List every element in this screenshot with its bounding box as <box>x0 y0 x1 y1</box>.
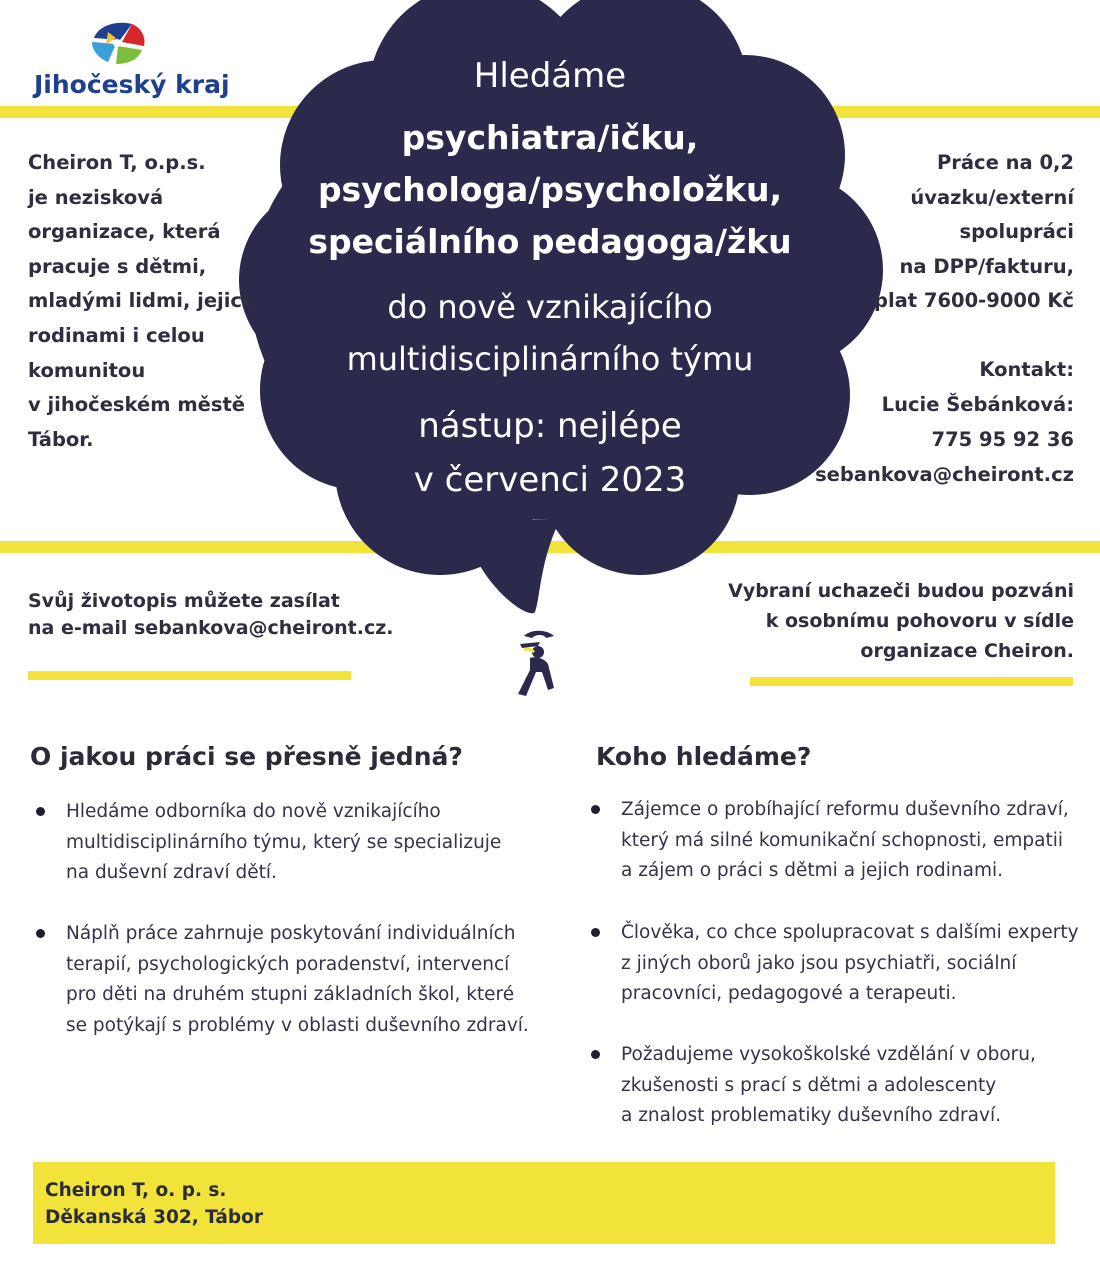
headline-position-3: speciálního pedagoga/žku <box>308 222 792 261</box>
headline-start-1: nástup: nejlépe <box>418 406 682 446</box>
list-item-line: pracovníci, pedagogové a terapeuti. <box>621 983 957 1004</box>
contact-heading: Kontakt: <box>979 358 1074 381</box>
list-item-line: multidisciplinárního týmu, který se specializuje <box>66 831 502 853</box>
bullet-dot-icon <box>36 929 45 938</box>
list-item-line: který má silné komunikační schopnosti, empatii <box>621 829 1064 851</box>
list-item-line: na duševní zdraví dětí. <box>66 862 277 883</box>
list-item-line: Náplň práce zahrnuje poskytování individuálních <box>66 923 516 944</box>
headline-intro: Hledáme <box>473 56 627 96</box>
work-conditions <box>874 146 1074 319</box>
list-item-line: Požadujeme vysokoškolské vzdělání v oboru, <box>621 1044 1036 1065</box>
cheiron-figure-icon <box>510 628 562 698</box>
list-item <box>66 919 529 1041</box>
list-item <box>621 918 1079 1010</box>
headline-subtitle-1: do nově vznikajícího <box>387 288 713 326</box>
list-item-line: Hledáme odborníka do nově vznikajícího <box>66 801 441 822</box>
intro-line: v jihočeském městě <box>28 393 246 417</box>
cv-note-line: Svůj životopis můžete zasílat <box>28 590 340 612</box>
footer-org-name: Cheiron T, o. p. s. <box>45 1180 227 1201</box>
bullet-dot-icon <box>36 807 45 816</box>
list-item-line: pro děti na druhém stupni základních škol, které <box>66 984 515 1005</box>
footer-address <box>45 1177 263 1231</box>
work-line: plat 7600-9000 Kč <box>873 289 1074 313</box>
intro-line: komunitou <box>28 358 146 382</box>
contact-email[interactable]: sebankova@cheiront.cz <box>815 463 1074 486</box>
intro-line: rodinami i celou <box>28 323 205 347</box>
work-line: spolupráci <box>959 220 1074 244</box>
intro-line: organizace, která <box>28 220 221 244</box>
interview-note <box>728 576 1074 666</box>
footer-street: Děkanská 302, Tábor <box>45 1207 263 1228</box>
contact-block <box>815 352 1074 492</box>
list-item-line: a znalost problematiky duševního zdraví. <box>621 1105 1001 1126</box>
list-item-line: terapií, psychologických poradenství, intervencí <box>66 953 510 975</box>
cv-note <box>28 588 394 642</box>
list-item-line: a zájem o práci s dětmi a jejich rodinami. <box>621 860 1004 881</box>
work-line: na DPP/fakturu, <box>899 254 1074 278</box>
bullet-dot-icon <box>591 928 600 937</box>
bullet-dot-icon <box>591 805 600 814</box>
intro-line: pracuje s dětmi, <box>28 254 207 278</box>
section-heading-job: O jakou práci se přesně jedná? <box>30 742 463 771</box>
work-line: Práce na 0,2 <box>936 151 1074 174</box>
list-item <box>621 1040 1036 1132</box>
intro-line: Cheiron T, o.p.s. <box>28 151 206 174</box>
list-item-line: se potýkají s problémy v oblasti duševního zdraví. <box>66 1014 529 1036</box>
contact-phone[interactable]: 775 95 92 36 <box>931 428 1074 451</box>
headline-subtitle-2: multidisciplinárního týmu <box>346 340 754 378</box>
bullet-dot-icon <box>591 1050 600 1059</box>
intro-line: mladými lidmi, jejich <box>28 289 256 313</box>
list-item-line: z jiných oborů jako jsou psychiatři, sociální <box>621 952 1017 974</box>
list-item <box>621 795 1069 887</box>
work-line: úvazku/externí <box>910 185 1074 209</box>
list-item <box>66 797 501 889</box>
contact-name: Lucie Šebánková: <box>881 393 1074 416</box>
intro-line: je nezisková <box>28 185 164 209</box>
intro-line: Tábor. <box>28 427 94 451</box>
interview-note-line: k osobnímu pohovoru v sídle <box>765 610 1074 632</box>
headline-start-2: v červenci 2023 <box>413 460 687 500</box>
list-item-line: Člověka, co chce spolupracovat s dalšími experty <box>621 922 1079 943</box>
headline-position-2: psychologa/psycholožku, <box>317 170 783 209</box>
interview-note-line: organizace Cheiron. <box>860 640 1074 662</box>
interview-note-line: Vybraní uchazeči budou pozváni <box>728 580 1074 602</box>
section-heading-candidate: Koho hledáme? <box>596 742 812 771</box>
headline-position-1: psychiatra/ičku, <box>401 118 699 157</box>
cv-note-line: na e-mail sebankova@cheiront.cz. <box>28 617 394 639</box>
organization-intro <box>28 146 268 457</box>
list-item-line: zkušenosti s prací s dětmi a adolescenty <box>621 1074 997 1096</box>
list-item-line: Zájemce o probíhající reformu duševního zdraví, <box>621 799 1069 820</box>
logo-text: Jihočeský kraj <box>34 70 230 99</box>
